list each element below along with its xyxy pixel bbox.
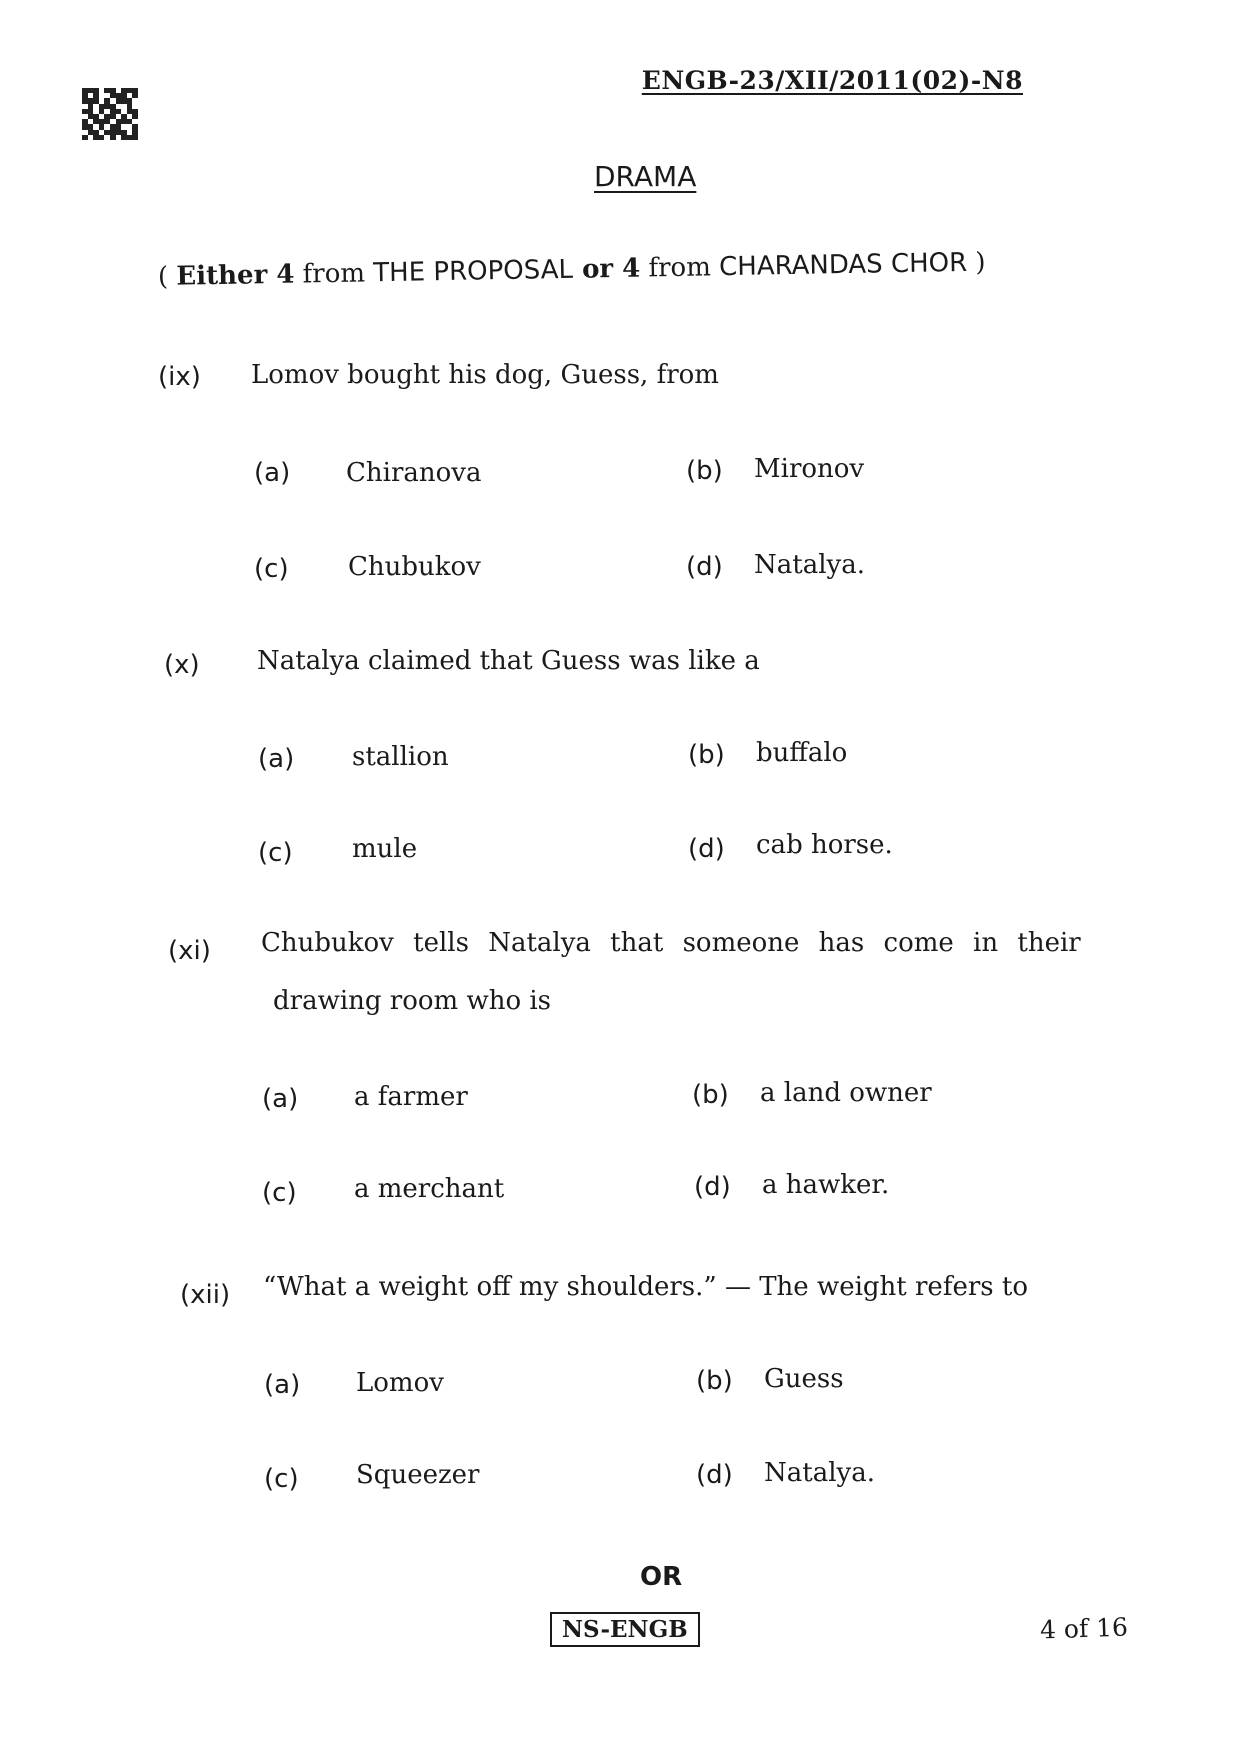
or-separator: OR: [640, 1562, 683, 1592]
option-label: (c): [254, 554, 289, 584]
question-number: (xii): [180, 1280, 231, 1310]
option-label: (a): [264, 1370, 301, 1400]
section-title: DRAMA: [594, 160, 697, 193]
option-label: (c): [264, 1464, 299, 1494]
instruction-close: ): [966, 247, 986, 278]
question-text: Chubukov tells Natalya that someone has come in their: [261, 928, 1081, 958]
option-label: (a): [254, 458, 291, 488]
option-text: mule: [352, 834, 418, 864]
instruction-from-1: from: [294, 258, 374, 290]
option-text: Guess: [764, 1364, 844, 1394]
option-label: (d): [688, 834, 725, 864]
option-text: stallion: [352, 742, 449, 772]
option-label: (c): [258, 838, 293, 868]
instruction-either: Either 4: [176, 259, 295, 292]
option-label: (c): [262, 1178, 297, 1208]
option-text: Natalya.: [764, 1458, 875, 1488]
question-number: (x): [164, 650, 200, 680]
option-label: (b): [688, 740, 725, 770]
option-text: a land owner: [760, 1078, 932, 1108]
option-label: (a): [262, 1084, 299, 1114]
option-label: (d): [686, 552, 723, 582]
question-number: (ix): [158, 362, 201, 392]
option-text: a farmer: [354, 1082, 468, 1112]
instruction-play-2: CHARANDAS CHOR: [718, 247, 968, 283]
option-text: Chiranova: [346, 458, 482, 488]
option-label: (b): [692, 1080, 729, 1110]
option-text: Mironov: [754, 454, 865, 484]
instruction: [158, 248, 986, 292]
option-label: (d): [696, 1460, 733, 1490]
option-label: (b): [696, 1366, 733, 1396]
question-text: Lomov bought his dog, Guess, from: [251, 360, 719, 390]
option-text: buffalo: [756, 738, 848, 768]
option-text: Natalya.: [754, 550, 865, 580]
paper-code: ENGB-23/XII/2011(02)-N8: [641, 66, 1023, 95]
option-label: (d): [694, 1172, 731, 1202]
instruction-from-2: from: [639, 252, 720, 284]
option-label: (a): [258, 744, 295, 774]
footer-code: NS-ENGB: [550, 1612, 700, 1647]
qr-code-icon: [82, 88, 138, 140]
option-text: a merchant: [354, 1174, 505, 1204]
option-text: Lomov: [356, 1368, 444, 1398]
option-text: Chubukov: [348, 552, 481, 582]
page-number: 4 of 16: [1039, 1612, 1129, 1645]
option-text: a hawker.: [762, 1170, 890, 1200]
option-label: (b): [686, 456, 723, 486]
question-number: (xi): [168, 936, 211, 966]
instruction-or-4: or 4: [572, 253, 641, 285]
instruction-open: (: [157, 261, 177, 292]
instruction-play-1: THE PROPOSAL: [373, 254, 574, 289]
question-text: “What a weight off my shoulders.” — The weight refers to: [263, 1272, 1028, 1302]
question-text: Natalya claimed that Guess was like a: [257, 646, 760, 676]
option-text: cab horse.: [756, 830, 893, 860]
question-text: drawing room who is: [273, 986, 552, 1016]
option-text: Squeezer: [356, 1460, 480, 1490]
